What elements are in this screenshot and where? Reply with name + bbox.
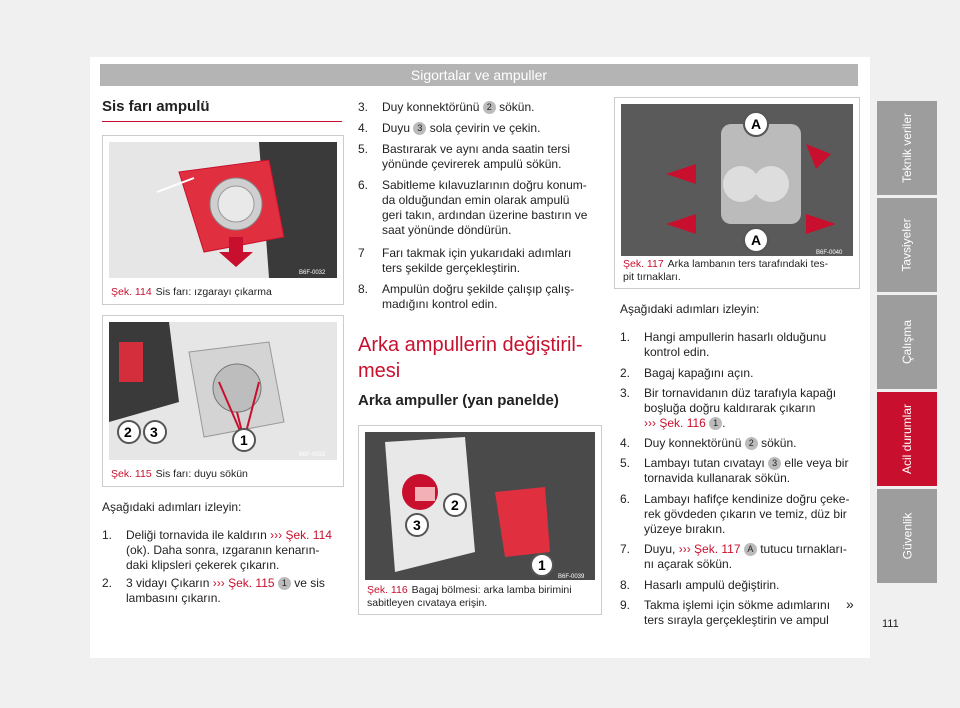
fog-light-socket-illustration [109,322,337,460]
figure-114-code: B6F-0032 [299,270,326,276]
r-step-3: 3. Bir tornavidanın düz tarafıyla kapağı boşluğa doğru kaldırarak çıkarın ››› Şek. 116 1 . [620,386,837,430]
r-step-4: 4. Duy konnektörünü 2 sökün. [620,436,797,450]
figure-115-caption: Şek. 115 Sis farı: duyu sökün [111,468,248,480]
label-3: 3 [150,424,158,440]
r-step-2: 2. Bagaj kapağını açın. [620,366,754,380]
figure-116 [358,425,602,615]
step-8: 8. Ampulün doğru şekilde çalışıp çalış- madığını kontrol edin. [358,282,575,311]
trunk-bolt-illustration [365,432,595,580]
figure-117-caption: Şek. 117 Arka lambanın ters tarafındaki tes- pit tırnakları. [623,258,829,283]
label-1: 1 [538,557,546,573]
step-6: 6. Sabitleme kılavuzlarının doğru konum- da olduğundan emin olarak ampulü geri takın, ardından üzerine bastırın ve saat yönünde döndürün. [358,178,588,237]
fog-light-grille-illustration [109,142,337,278]
figure-117-image [621,104,853,256]
figure-116-ref: Şek. 116 [367,584,408,596]
figure-115 [102,315,344,487]
tab-tavsiyeler[interactable]: Tavsiyeler [877,198,937,292]
step-2: 2. 3 vidayı Çıkarın ››› Şek. 115 1 ve sis lambasını çıkarın. [102,576,325,605]
page-number: 111 [882,618,899,630]
figure-116-caption: Şek. 116 Bagaj bölmesi: arka lamba birimini sabitleyen cıvataya erişin. [367,584,572,609]
r-step-8: 8. Hasarlı ampulü değiştirin. [620,578,780,592]
figure-115-code: B6F-0033 [299,452,326,458]
step-1: 1. Deliği tornavida ile kaldırın ››› Şek. 114 (ok). Daha sonra, ızgaranın kenarın- daki klipsleri çekerek çıkarın. [102,528,332,572]
tab-acil-durumlar[interactable]: Acil durumlar [877,392,937,486]
figure-114 [102,135,344,305]
label-A-top: A [751,116,762,132]
label-2: 2 [124,424,132,440]
figure-114-image [109,142,337,278]
figure-117-ref: Şek. 117 [623,258,664,270]
step-7: 7 Farı takmak için yukarıdaki adımları ters şekilde gerçekleştirin. [358,246,572,275]
tab-guvenlik[interactable]: Güvenlik [877,489,937,583]
figure-117-code: B6F-0040 [816,250,843,256]
link-sek-116[interactable]: Şek. 116 [659,416,706,430]
r-step-6: 6. Lambayı hafifçe kendinize doğru çeke- rek gövdeden çıkarın ve temiz, düz bir yüzeye bırakın. [620,492,850,536]
figure-115-ref: Şek. 115 [111,468,152,480]
chapter-header: Sigortalar ve ampuller [100,64,858,86]
tab-calisma[interactable]: Çalışma [877,295,937,389]
intro-text-right: Aşağıdaki adımları izleyin: [620,302,760,316]
section-title: Sis farı ampulü [102,98,210,115]
tab-teknik-veriler[interactable]: Teknik veriler [877,101,937,195]
link-sek-117[interactable]: Şek. 117 [694,542,741,556]
r-step-5: 5. Lambayı tutan cıvatayı 3 elle veya bir tornavida kullanarak sökün. [620,456,849,485]
label-A-bottom: A [751,232,762,248]
rear-bulbs-title: Arka ampullerin değiştiril- mesi [358,334,583,382]
figure-115-image [109,322,337,460]
rear-bulbs-subtitle: Arka ampuller (yan panelde) [358,392,559,409]
section-rule [102,121,342,122]
figure-114-caption: Şek. 114 Sis farı: ızgarayı çıkarma [111,286,272,298]
label-1: 1 [240,432,248,448]
link-sek-114[interactable]: Şek. 114 [285,528,332,542]
step-4: 4. Duyu 3 sola çevirin ve çekin. [358,121,541,135]
r-step-9: 9. Takma işlemi için sökme adımlarını ters sırayla gerçekleştirin ve ampul [620,598,831,627]
r-step-7: 7. Duyu, ››› Şek. 117 A tutucu tırnakları- nı açarak sökün. [620,542,847,571]
step-5: 5. Bastırarak ve aynı anda saatin tersi yönünde çevirerek ampulü sökün. [358,142,571,171]
r-step-1: 1. Hangi ampullerin hasarlı olduğunu kontrol edin. [620,330,827,359]
continue-marker: » [846,596,854,612]
figure-116-image [365,432,595,580]
rear-lamp-tabs-illustration [621,104,853,256]
step-3: 3. Duy konnektörünü 2 sökün. [358,100,535,114]
figure-114-ref: Şek. 114 [111,286,152,298]
intro-text: Aşağıdaki adımları izleyin: [102,500,242,514]
figure-116-code: B6F-0039 [558,574,585,580]
label-2: 2 [451,497,459,513]
label-3: 3 [413,517,421,533]
figure-117 [614,97,860,289]
link-sek-115[interactable]: Şek. 115 [228,576,275,590]
